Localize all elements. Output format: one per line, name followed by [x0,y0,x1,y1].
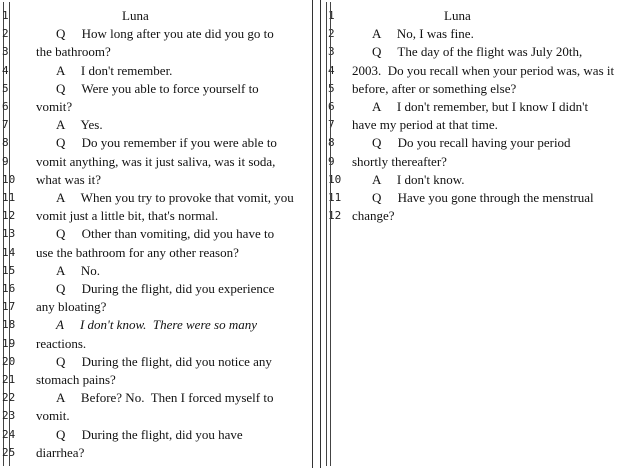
line-text: A I don't know. There were so many [56,317,258,333]
transcript-line [0,153,318,171]
page-header-name: Luna [122,8,149,23]
transcript-line [326,116,636,134]
line-number: 2 [328,27,335,41]
transcript-line [0,116,318,134]
transcript-line [326,207,636,225]
page-header-name: Luna [444,8,471,23]
transcript-line [0,244,318,262]
transcript-line [0,371,318,389]
line-number: 4 [2,63,9,77]
line-number: 1 [328,9,335,22]
line-text: Q Have you gone through the menstrual [372,190,594,205]
line-text: use the bathroom for any other reason? [36,244,239,260]
line-text: stomach pains? [36,372,116,387]
line-number: 21 [2,373,16,386]
transcript-line [0,43,318,61]
line-number: 4 [328,63,335,77]
transcript-line [0,171,318,189]
transcript-line [0,298,318,316]
line-text: Q During the flight, did you have [56,426,243,442]
transcript-line [0,335,318,353]
line-number: 8 [2,136,9,150]
line-text: vomit just a little bit, that's normal. [36,208,219,224]
transcript-line [0,225,318,243]
line-text: Q Do you recall having your period [372,135,571,151]
transcript-line [326,153,636,171]
transcript-line [326,171,636,189]
line-text: reactions. [36,335,87,351]
line-number: 12 [328,209,342,223]
line-number: 16 [2,282,16,295]
line-number: 3 [328,45,335,59]
transcript-line [326,189,636,207]
line-text: 2003. Do you recall when your period was, was it [352,62,615,78]
line-text: Q During the flight, did you experience [56,281,275,296]
transcript-line [326,7,636,25]
line-number: 2 [2,27,9,41]
line-number: 23 [2,409,16,423]
transcript-line [0,207,318,225]
transcript-line [0,426,318,444]
transcript-line [0,98,318,116]
line-text: vomit. [36,408,70,424]
line-number: 6 [2,100,9,113]
transcript-line [0,80,318,98]
transcript-line [0,62,318,80]
transcript-line [0,316,318,334]
line-number: 11 [328,191,342,204]
line-number: 7 [328,118,335,132]
line-number: 17 [2,300,16,314]
line-text: have my period at that time. [352,117,498,133]
line-text: before, after or something else? [352,80,517,96]
line-number: 19 [2,336,16,350]
page-border [312,0,313,468]
transcript-line [0,134,318,152]
transcript-line [0,7,318,25]
line-number: 10 [2,172,16,186]
line-text: A Before? No. Then I forced myself to [56,390,274,406]
line-text: Q Were you able to force yourself to [56,80,259,96]
line-text: Q Other than vomiting, did you have to [56,226,275,242]
line-text: the bathroom? [36,44,111,60]
line-text: A When you try to provoke that vomit, you [56,190,294,205]
line-number: 12 [2,209,16,223]
line-text: A No. [56,262,101,278]
line-number: 6 [328,100,335,113]
line-text: A Yes. [56,117,103,133]
line-text: A I don't remember. [56,62,173,78]
line-number: 5 [328,81,335,95]
transcript-line [326,80,636,98]
transcript-line [0,444,318,462]
line-number: 7 [2,118,9,132]
line-number: 9 [2,154,9,168]
line-number: 10 [328,172,342,186]
line-number: 20 [2,354,16,368]
line-text: Q How long after you ate did you go to [56,26,274,42]
line-number: 15 [2,263,16,277]
line-text: any bloating? [36,299,107,315]
line-text: vomit? [36,99,73,114]
transcript-line [326,62,636,80]
line-number: 11 [2,191,16,204]
transcript-line [0,189,318,207]
transcript-line [0,280,318,298]
transcript-line [0,407,318,425]
line-text: shortly thereafter? [352,153,447,169]
transcript-line [0,25,318,43]
line-text: A No, I was fine. [372,26,474,42]
line-number: 13 [2,227,16,241]
transcript-line [326,25,636,43]
line-number: 25 [2,445,16,459]
transcript-line [326,98,636,116]
line-number: 3 [2,45,9,59]
line-text: A I don't know. [372,171,465,187]
transcript-line [0,353,318,371]
line-number: 5 [2,81,9,95]
line-number: 8 [328,136,335,150]
line-number: 14 [2,245,16,259]
transcript-line [0,262,318,280]
line-number: 1 [2,9,9,22]
line-number: 18 [2,318,16,332]
line-text: what was it? [36,171,101,187]
line-text: Q Do you remember if you were able to [56,135,277,151]
line-text: change? [352,208,395,224]
line-number: 24 [2,427,16,441]
line-text: vomit anything, was it just saliva, was it soda, [36,153,276,169]
line-text: diarrhea? [36,444,85,460]
line-text: Q During the flight, did you notice any [56,353,272,369]
page-border [320,0,321,468]
transcript-line [326,43,636,61]
line-text: A I don't remember, but I know I didn't [372,99,589,114]
line-text: Q The day of the flight was July 20th, [372,44,583,60]
line-number: 9 [328,154,335,168]
transcript-line [326,134,636,152]
transcript-line [0,389,318,407]
line-number: 22 [2,391,16,405]
transcript-page-right [326,0,636,468]
